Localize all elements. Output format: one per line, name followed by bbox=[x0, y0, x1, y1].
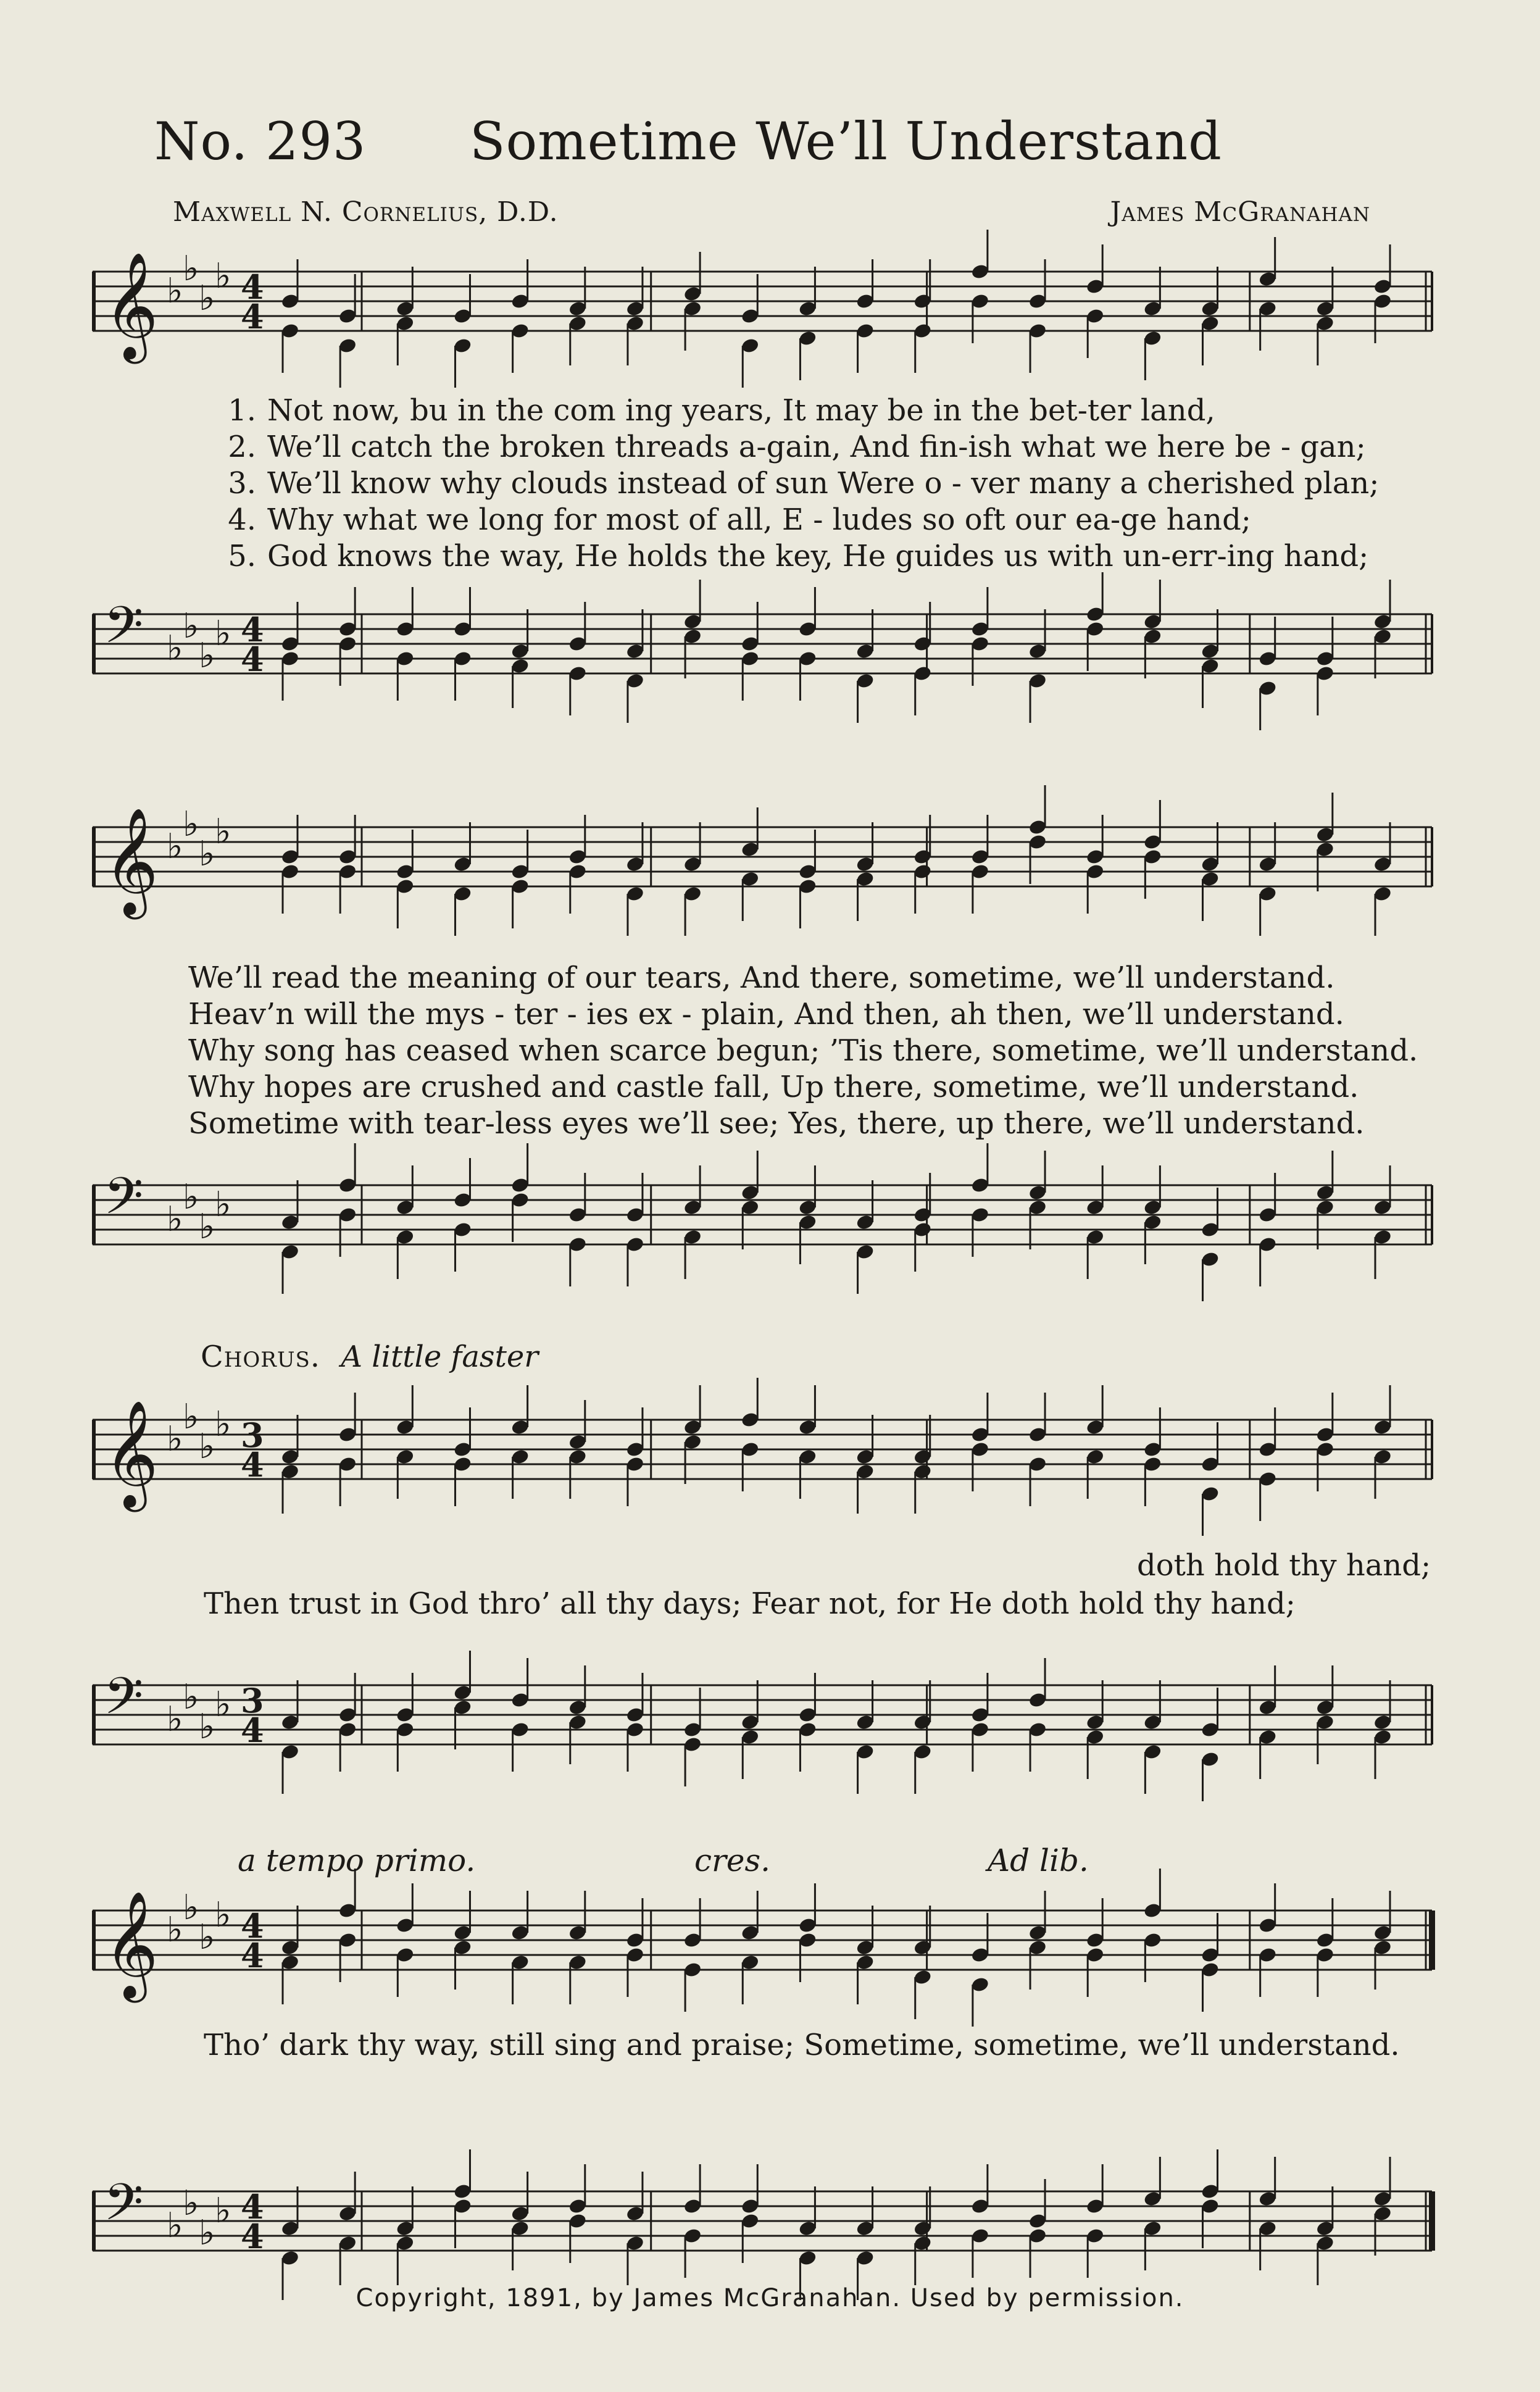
flat-icon: ♭ bbox=[167, 2206, 183, 2246]
adlib-marking: Ad lib. bbox=[988, 1843, 1089, 1878]
verse-text: God knows the way, He holds the key, He guides us with un-err-ing hand; bbox=[267, 539, 1369, 573]
final-lyric: Tho’ dark thy way, still sing and praise; Sometime, sometime, we’ll understand. bbox=[204, 2028, 1400, 2062]
flat-icon: ♭ bbox=[167, 1199, 183, 1240]
bass-staff-lines bbox=[93, 1166, 1438, 1269]
bass-clef-icon: 𝄢 bbox=[104, 1666, 144, 1738]
time-signature-top: 4 bbox=[241, 1906, 264, 1946]
treble-clef-icon: 𝄞 bbox=[104, 1400, 159, 1507]
time-signature-bottom: 4 bbox=[241, 2217, 264, 2256]
flat-icon: ♭ bbox=[215, 2191, 231, 2231]
verse-line-8: Why song has ceased when scarce begun; ’Tis there, sometime, we’ll understand. bbox=[188, 1033, 1418, 1068]
verse-block-2 bbox=[188, 960, 1418, 1142]
time-signature-top: 4 bbox=[241, 267, 264, 307]
verse-text: Why what we long for most of all, E - ludes so oft our ea-ge hand; bbox=[267, 502, 1251, 537]
flat-icon: ♭ bbox=[215, 614, 231, 654]
flat-icon: ♭ bbox=[215, 812, 231, 852]
bass-staff-1 bbox=[93, 595, 1438, 698]
flat-icon: ♭ bbox=[183, 804, 199, 844]
flat-icon: ♭ bbox=[199, 1207, 215, 1247]
bass-clef-icon: 𝄢 bbox=[104, 1166, 144, 1238]
flat-icon: ♭ bbox=[199, 636, 215, 676]
flat-icon: ♭ bbox=[183, 2183, 199, 2223]
time-signature-top: 3 bbox=[241, 1415, 264, 1455]
hymn-header bbox=[154, 111, 1222, 172]
verse-text: We’ll know why clouds instead of sun Were o - ver many a cherished plan; bbox=[267, 466, 1380, 501]
treble-staff-lines bbox=[93, 1888, 1438, 1998]
flat-icon: ♭ bbox=[215, 256, 231, 296]
flat-icon: ♭ bbox=[183, 1177, 199, 1217]
bass-clef-icon: 𝄢 bbox=[104, 2172, 144, 2244]
verse-number: 5. bbox=[228, 539, 256, 573]
time-signature-bottom: 4 bbox=[241, 640, 264, 679]
verse-number: 4. bbox=[228, 502, 256, 537]
verse-text: Not now, bu in the com ing years, It may be in the bet-ter land, bbox=[267, 393, 1215, 428]
flat-icon: ♭ bbox=[167, 271, 183, 311]
verse-line-10: Sometime with tear-less eyes we’ll see; Yes, there, up there, we’ll understand. bbox=[188, 1106, 1365, 1141]
verse-line-4 bbox=[201, 502, 1379, 538]
treble-staff-2 bbox=[93, 804, 1438, 915]
time-signature-bottom: 4 bbox=[241, 1445, 264, 1485]
copyright-notice: Copyright, 1891, by James McGranahan. Used by permission. bbox=[356, 2284, 1184, 2312]
bass-staff-lines bbox=[93, 595, 1438, 698]
flat-icon: ♭ bbox=[167, 628, 183, 669]
verse-number: 3. bbox=[228, 466, 256, 501]
verse-block-1 bbox=[201, 393, 1379, 575]
composer-credit: James McGranahan bbox=[1110, 196, 1370, 228]
verse-line-5 bbox=[201, 538, 1379, 575]
flat-icon: ♭ bbox=[199, 2213, 215, 2253]
treble-staff-lines bbox=[93, 804, 1438, 915]
flat-icon: ♭ bbox=[183, 606, 199, 646]
treble-staff-lines bbox=[93, 249, 1438, 359]
author-credit: Maxwell N. Cornelius, D.D. bbox=[173, 196, 559, 228]
hymn-number: No. 293 bbox=[154, 111, 367, 172]
chorus-lyric: Then trust in God thro’ all thy days; Fear not, for He doth hold thy hand; bbox=[204, 1586, 1296, 1621]
chorus-heading bbox=[201, 1340, 538, 1374]
bass-staff-lines bbox=[93, 1666, 1438, 1769]
verse-line-2 bbox=[201, 429, 1379, 465]
time-signature-bottom: 4 bbox=[241, 1936, 264, 1975]
treble-clef-icon: 𝄞 bbox=[104, 807, 159, 915]
hymn-title: Sometime We’ll Understand bbox=[470, 111, 1222, 172]
flat-icon: ♭ bbox=[215, 1685, 231, 1725]
verse-line-6: We’ll read the meaning of our tears, And there, sometime, we’ll understand. bbox=[188, 961, 1335, 995]
chorus-label: Chorus. bbox=[201, 1340, 321, 1374]
flat-icon: ♭ bbox=[215, 1404, 231, 1444]
flat-icon: ♭ bbox=[215, 1895, 231, 1935]
verse-number: 2. bbox=[228, 430, 256, 464]
flat-icon: ♭ bbox=[199, 1707, 215, 1747]
time-signature-bottom: 4 bbox=[241, 1711, 264, 1750]
flat-icon: ♭ bbox=[199, 1917, 215, 1957]
chorus-echo-lyric: doth hold thy hand; bbox=[1137, 1548, 1431, 1583]
flat-icon: ♭ bbox=[183, 1677, 199, 1717]
flat-icon: ♭ bbox=[167, 1699, 183, 1740]
time-signature-top: 4 bbox=[241, 2187, 264, 2227]
treble-staff-4 bbox=[93, 1888, 1438, 1998]
cres-marking: cres. bbox=[694, 1843, 771, 1878]
bass-clef-icon: 𝄢 bbox=[104, 595, 144, 667]
treble-staff-3 bbox=[93, 1397, 1438, 1507]
flat-icon: ♭ bbox=[199, 278, 215, 319]
flat-icon: ♭ bbox=[215, 1185, 231, 1225]
verse-line-7: Heav’n will the mys - ter - ies ex - plain, And then, ah then, we’ll understand. bbox=[188, 997, 1344, 1031]
verse-number: 1. bbox=[228, 393, 256, 428]
time-signature-bottom: 4 bbox=[241, 297, 264, 336]
verse-line-3 bbox=[201, 465, 1379, 502]
flat-icon: ♭ bbox=[183, 1397, 199, 1437]
flat-icon: ♭ bbox=[167, 827, 183, 867]
flat-icon: ♭ bbox=[167, 1419, 183, 1459]
treble-clef-icon: 𝄞 bbox=[104, 1891, 159, 1998]
time-signature-top: 4 bbox=[241, 610, 264, 649]
flat-icon: ♭ bbox=[199, 1427, 215, 1467]
treble-staff-1 bbox=[93, 249, 1438, 359]
chorus-tempo: A little faster bbox=[341, 1340, 539, 1374]
bass-staff-4 bbox=[93, 2172, 1438, 2275]
bass-staff-lines bbox=[93, 2172, 1438, 2275]
flat-icon: ♭ bbox=[167, 1910, 183, 1950]
verse-line-9: Why hopes are crushed and castle fall, Up there, sometime, we’ll understand. bbox=[188, 1070, 1359, 1104]
flat-icon: ♭ bbox=[183, 249, 199, 289]
tempo-marking: a tempo primo. bbox=[238, 1843, 476, 1878]
time-signature-top: 3 bbox=[241, 1681, 264, 1720]
bass-staff-2 bbox=[93, 1166, 1438, 1269]
verse-text: We’ll catch the broken threads a-gain, And fin-ish what we here be - gan; bbox=[267, 430, 1366, 464]
flat-icon: ♭ bbox=[183, 1888, 199, 1928]
treble-clef-icon: 𝄞 bbox=[104, 252, 159, 359]
flat-icon: ♭ bbox=[199, 834, 215, 874]
treble-staff-lines bbox=[93, 1397, 1438, 1507]
bass-staff-3 bbox=[93, 1666, 1438, 1769]
verse-line-1 bbox=[201, 393, 1379, 429]
